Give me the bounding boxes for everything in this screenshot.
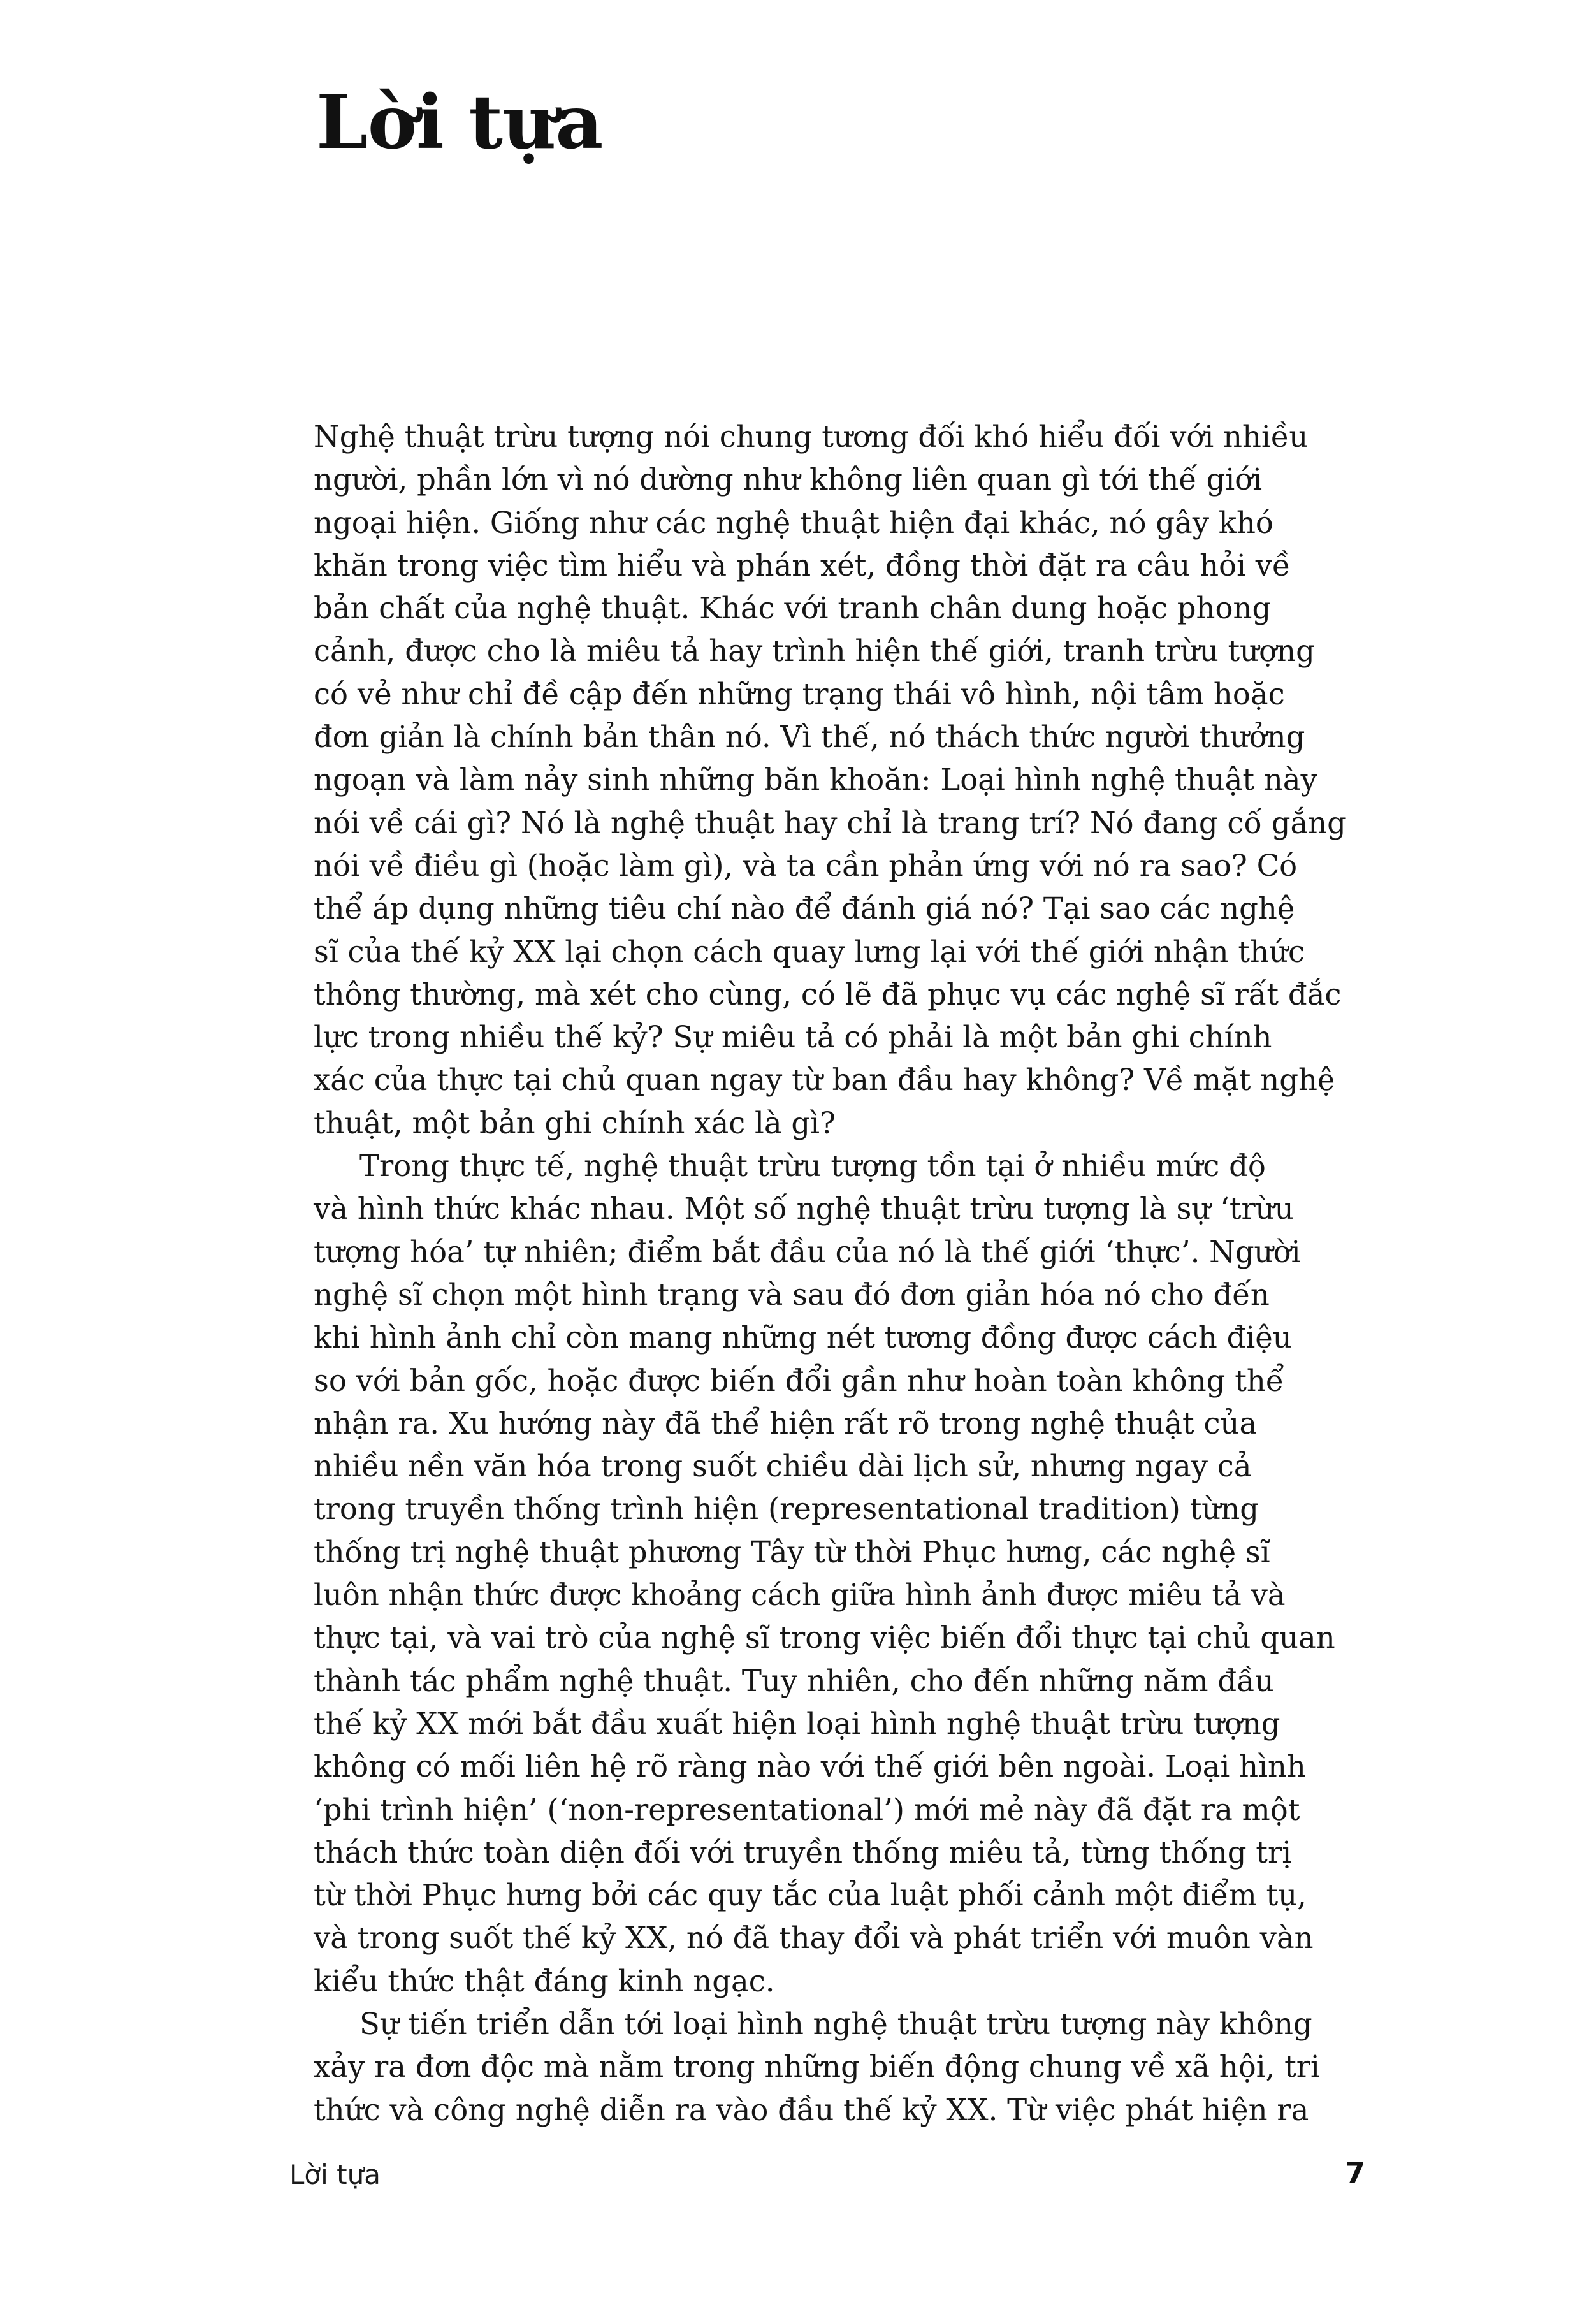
text-line: thức và công nghệ diễn ra vào đầu thế kỷ XX. Từ việc phát hiện ra bbox=[314, 2092, 1309, 2127]
text-line: từ thời Phục hưng bởi các quy tắc của luật phối cảnh một điểm tụ, bbox=[314, 1878, 1307, 1913]
text-line: thuật, một bản ghi chính xác là gì? bbox=[314, 1105, 836, 1140]
text-line: thách thức toàn diện đối với truyền thống miêu tả, từng thống trị bbox=[314, 1835, 1292, 1870]
text-line: thực tại, và vai trò của nghệ sĩ trong việc biến đổi thực tại chủ quan bbox=[314, 1620, 1335, 1655]
text-line: thông thường, mà xét cho cùng, có lẽ đã phục vụ các nghệ sĩ rất đắc bbox=[314, 977, 1342, 1012]
page-title: Lời tựa bbox=[316, 79, 603, 166]
text-line: thống trị nghệ thuật phương Tây từ thời Phục hưng, các nghệ sĩ bbox=[314, 1534, 1270, 1569]
text-line: và hình thức khác nhau. Một số nghệ thuật trừu tượng là sự ‘trừu bbox=[314, 1191, 1294, 1226]
text-line: sĩ của thế kỷ XX lại chọn cách quay lưng lại với thế giới nhận thức bbox=[314, 934, 1305, 969]
text-line: trong truyền thống trình hiện (representational tradition) từng bbox=[314, 1492, 1259, 1527]
text-line: nói về điều gì (hoặc làm gì), và ta cần phản ứng với nó ra sao? Có bbox=[314, 848, 1298, 883]
text-line: xảy ra đơn độc mà nằm trong những biến động chung về xã hội, tri bbox=[314, 2049, 1320, 2084]
text-line: nhiều nền văn hóa trong suốt chiều dài lịch sử, nhưng ngay cả bbox=[314, 1449, 1252, 1484]
text-line: nghệ sĩ chọn một hình trạng và sau đó đơn giản hóa nó cho đến bbox=[314, 1277, 1270, 1312]
text-line: khi hình ảnh chỉ còn mang những nét tương đồng được cách điệu bbox=[314, 1320, 1292, 1355]
paragraph-first-line: Trong thực tế, nghệ thuật trừu tượng tồn tại ở nhiều mức độ bbox=[359, 1149, 1266, 1184]
text-line: đơn giản là chính bản thân nó. Vì thế, nó thách thức người thưởng bbox=[314, 720, 1305, 755]
text-line: khăn trong việc tìm hiểu và phán xét, đồng thời đặt ra câu hỏi về bbox=[314, 548, 1291, 583]
text-line: kiểu thức thật đáng kinh ngạc. bbox=[314, 1963, 775, 1998]
paragraph-first-line: Sự tiến triển dẫn tới loại hình nghệ thuật trừu tượng này không bbox=[359, 2006, 1312, 2041]
text-line: ngoạn và làm nảy sinh những băn khoăn: Loại hình nghệ thuật này bbox=[314, 762, 1317, 797]
text-line: ngoại hiện. Giống như các nghệ thuật hiện đại khác, nó gây khó bbox=[314, 505, 1273, 540]
text-line: bản chất của nghệ thuật. Khác với tranh chân dung hoặc phong bbox=[314, 591, 1272, 626]
text-line: luôn nhận thức được khoảng cách giữa hình ảnh được miêu tả và bbox=[314, 1578, 1286, 1613]
footer-running-head: Lời tựa bbox=[289, 2159, 381, 2190]
text-line: nói về cái gì? Nó là nghệ thuật hay chỉ là trang trí? Nó đang cố gắng bbox=[314, 805, 1346, 840]
text-line: người, phần lớn vì nó dường như không liên quan gì tới thế giới bbox=[314, 462, 1263, 497]
text-line: và trong suốt thế kỷ XX, nó đã thay đổi và phát triển với muôn vàn bbox=[314, 1921, 1314, 1956]
text-line: không có mối liên hệ rõ ràng nào với thế giới bên ngoài. Loại hình bbox=[314, 1749, 1306, 1784]
text-line: lực trong nhiều thế kỷ? Sự miêu tả có phải là một bản ghi chính bbox=[314, 1020, 1272, 1055]
text-line: có vẻ như chỉ đề cập đến những trạng thái vô hình, nội tâm hoặc bbox=[314, 676, 1285, 711]
page-number: 7 bbox=[1345, 2156, 1366, 2190]
text-line: nhận ra. Xu hướng này đã thể hiện rất rõ trong nghệ thuật của bbox=[314, 1406, 1258, 1441]
text-line: ‘phi trình hiện’ (‘non-representational’) mới mẻ này đã đặt ra một bbox=[314, 1792, 1300, 1827]
text-line: thành tác phẩm nghệ thuật. Tuy nhiên, cho đến những năm đầu bbox=[314, 1663, 1274, 1698]
text-line: thể áp dụng những tiêu chí nào để đánh giá nó? Tại sao các nghệ bbox=[314, 891, 1295, 926]
text-line: cảnh, được cho là miêu tả hay trình hiện thế giới, tranh trừu tượng bbox=[314, 634, 1315, 669]
text-line: so với bản gốc, hoặc được biến đổi gần như hoàn toàn không thể bbox=[314, 1363, 1284, 1398]
body-text bbox=[314, 416, 1359, 2132]
text-line: xác của thực tại chủ quan ngay từ ban đầu hay không? Về mặt nghệ bbox=[314, 1063, 1335, 1098]
text-line: Nghệ thuật trừu tượng nói chung tương đối khó hiểu đối với nhiều bbox=[314, 419, 1309, 454]
text-line: thế kỷ XX mới bắt đầu xuất hiện loại hình nghệ thuật trừu tượng bbox=[314, 1706, 1280, 1741]
text-line: tượng hóa’ tự nhiên; điểm bắt đầu của nó là thế giới ‘thực’. Người bbox=[314, 1234, 1301, 1269]
